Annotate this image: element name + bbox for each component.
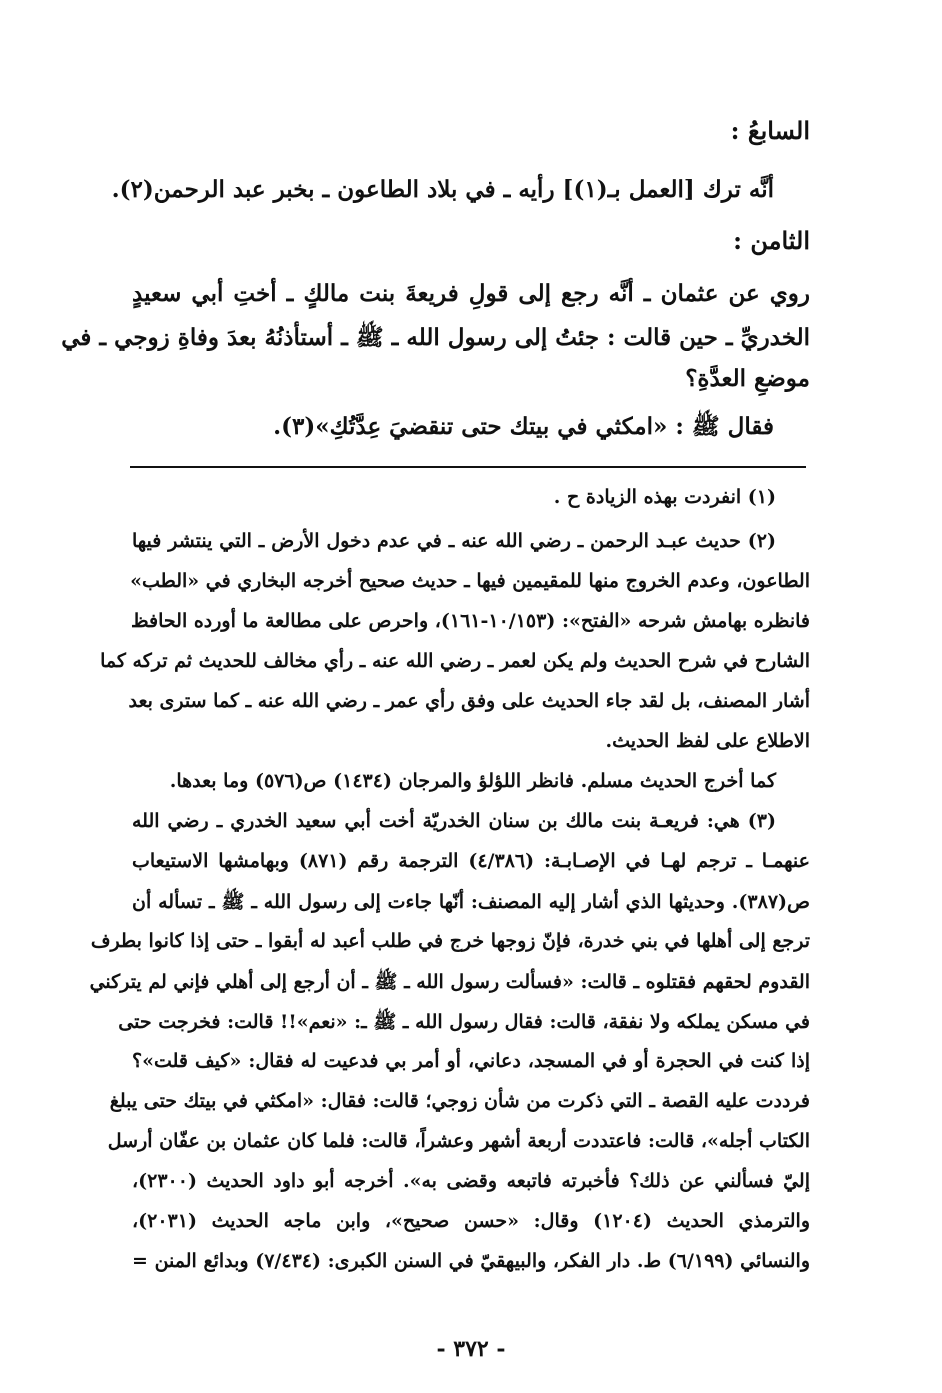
eighth-text-line-3: موضعِ العدَّةِ؟ [685, 365, 810, 392]
footnote-3-line-6: في مسكن يملكه ولا نفقة، قالت: فقال رسول الله ـ ﷺ ـ: «نعم»!! قالت: فخرجت حتى [118, 1011, 810, 1033]
eighth-text-line-2: الخدريِّ ـ حين قالت : جئتُ إلى رسول الله ـ ﷺ ـ أستأذنُهُ بعدَ وفاةِ زوجي ـ في [61, 324, 810, 351]
footnote-separator [130, 466, 806, 468]
footnote-3-line-10: إليّ فسألني عن ذلك؟ فأخبرته فاتبعه وقضى به». أخرجه أبو داود الحديث (٢٣٠٠)، [132, 1170, 810, 1192]
footnote-3-line-4: ترجع إلى أهلها في بني خدرة، فإنّ زوجها خرج في طلب أعبد له أبقوا ـ حتى إذا كانوا بطرف [90, 930, 810, 952]
footnote-3-line-7: إذا كنت في الحجرة أو في المسجد، دعاني، أو أمر بي فدعيت له فقال: «كيف قلت»؟ [132, 1050, 810, 1072]
footnote-3-line-5: القدوم لحقهم فقتلوه ـ قالت: «فسألت رسول الله ـ ﷺ ـ أن أرجع إلى أهلي فإني لم يتركني [89, 971, 810, 993]
footnote-3-line-2: عنهمـا ـ ترجم لهـا في الإصـابـة: (٤/٣٨٦) الترجمة رقم (٨٧١) وبهامشها الاستيعاب [132, 850, 810, 872]
footnote-3-line-9: الكتاب أجله»، قالت: فاعتددت أربعة أشهر وعشراً، قالت: فلما كان عثمان بن عفّان أرسل [107, 1130, 810, 1152]
footnote-2-line-3: فانظره بهامش شرحه «الفتح»: (١٠/١٥٣-١٦١)، واحرص على مطالعة ما أورده الحافظ [130, 610, 810, 632]
footnote-2-line-6: الاطلاع على لفظ الحديث. [605, 730, 810, 752]
section-heading-eighth: الثامن : [733, 226, 810, 255]
section-heading-seventh: السابعُ : [730, 116, 810, 145]
footnote-2-line-7: كما أخرج الحديث مسلم. فانظر اللؤلؤ والمرجان (١٤٣٤) ص(٥٧٦) وما بعدها. [169, 770, 776, 792]
footnote-2-line-1: (٢) حديث عبـد الرحمن ـ رضي الله عنه ـ في عدم دخول الأرض ـ التي ينتشر فيها [132, 530, 776, 552]
eighth-text-line-1: روي عن عثمان ـ أنَّه رجع إلى قولِ فريعةَ بنت مالكٍ ـ أختِ أبي سعيدٍ [132, 280, 810, 307]
seventh-text: أنَّه ترك [العمل بـ(١)] رأيه ـ في بلاد الطاعون ـ بخبر عبد الرحمن(٢). [111, 176, 774, 203]
footnote-3-line-1: (٣) هي: فريعـة بنت مالك بن سنان الخدريّة أخت أبي سعيد الخدري ـ رضي الله [132, 810, 776, 832]
page-number: - ٣٧٢ - [436, 1336, 506, 1362]
footnote-2-line-5: أشار المصنف، بل لقد جاء الحديث على وفق رأي عمر ـ رضي الله عنه ـ كما سترى بعد [128, 690, 810, 712]
footnote-3-line-12: والنسائي (٦/١٩٩) ط. دار الفكر، والبيهقيّ في السنن الكبرى: (٧/٤٣٤) وبدائع المنن = [132, 1250, 810, 1272]
eighth-text-line-4: فقال ﷺ : «امكثي في بيتك حتى تنقضيَ عِدَّتُكِ»(٣). [273, 413, 774, 440]
footnote-3-line-8: فرددت عليه القصة ـ التي ذكرت من شأن زوجي؛ قالت: فقال: «امكثي في بيتك حتى يبلغ [109, 1090, 810, 1112]
footnote-3-line-3: ص(٣٨٧). وحديثها الذي أشار إليه المصنف: أنّها جاءت إلى رسول الله ـ ﷺ ـ تسأله أن [132, 891, 810, 913]
footnote-1: (١) انفردت بهذه الزيادة ح . [553, 486, 776, 508]
footnote-3-line-11: والترمذي الحديث (١٢٠٤) وقال: «حسن صحيح»، وابن ماجه الحديث (٢٠٣١)، [132, 1210, 810, 1232]
footnote-2-line-2: الطاعون، وعدم الخروج منها للمقيمين فيها ـ حديث صحيح أخرجه البخاري في «الطب» [130, 570, 810, 592]
footnote-2-line-4: الشارح في شرح الحديث ولم يكن لعمر ـ رضي الله عنه ـ رأي مخالف للحديث ثم تركه كما [100, 650, 810, 672]
